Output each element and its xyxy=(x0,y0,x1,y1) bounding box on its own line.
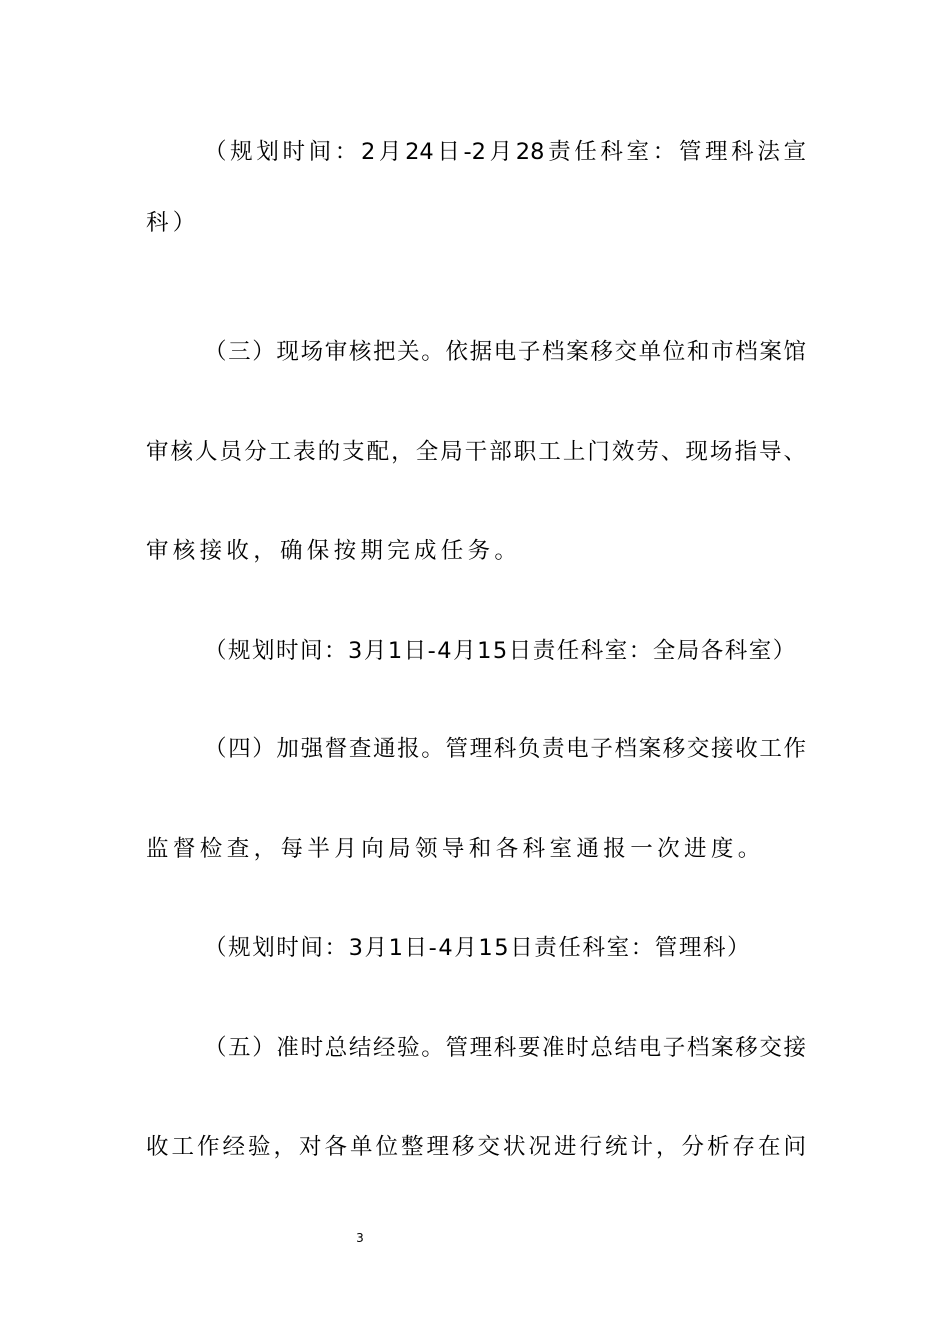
paragraph-line-1: （规划时间：2月24日-2月28责任科室：管理科法宣 xyxy=(204,139,806,165)
page-number: 3 xyxy=(356,1231,364,1245)
paragraph-line-10: （五）准时总结经验。管理科要准时总结电子档案移交接 xyxy=(204,1035,806,1061)
paragraph-line-5: 审核接收，确保按期完成任务。 xyxy=(146,538,522,564)
paragraph-line-9: （规划时间：3月1日-4月15日责任科室：管理科） xyxy=(204,935,752,961)
paragraph-line-6: （规划时间：3月1日-4月15日责任科室：全局各科室） xyxy=(204,638,797,664)
paragraph-line-8: 监督检查，每半月向局领导和各科室通报一次进度。 xyxy=(146,836,765,862)
paragraph-line-7: （四）加强督查通报。管理科负责电子档案移交接收工作 xyxy=(204,736,806,762)
paragraph-line-2: 科） xyxy=(146,210,200,236)
paragraph-line-3: （三）现场审核把关。依据电子档案移交单位和市档案馆 xyxy=(204,339,806,365)
paragraph-line-11: 收工作经验，对各单位整理移交状况进行统计，分析存在问 xyxy=(146,1134,806,1160)
paragraph-line-4: 审核人员分工表的支配，全局干部职工上门效劳、现场指导、 xyxy=(146,439,806,465)
